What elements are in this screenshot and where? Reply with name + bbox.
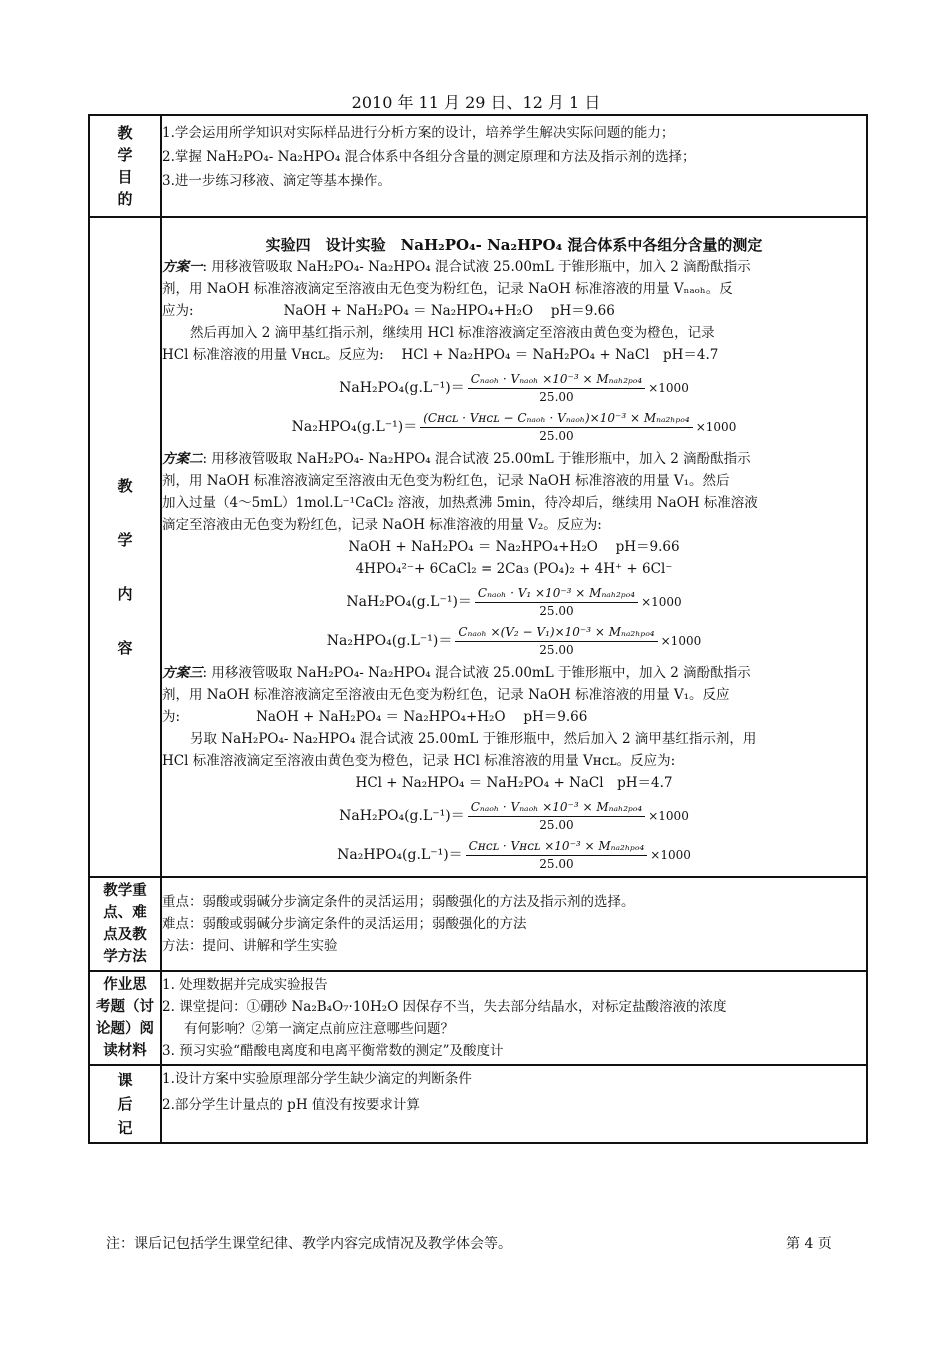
plan3-line: 为: NaOH + NaH₂PO₄ ＝ Na₂HPO₄+H₂O pH＝9.66 — [162, 709, 588, 725]
label-char: 学 — [117, 531, 133, 549]
plan3-title: 方案三 — [162, 665, 203, 681]
reflection-item: 1.设计方案中实验原理部分学生缺少滴定的判断条件 — [162, 1071, 472, 1087]
content-body — [161, 217, 867, 877]
objective-item: 2.掌握 NaH₂PO₄- Na₂HPO₄ 混合体系中各组分含量的测定原理和方法及指示剂的选择； — [162, 149, 696, 165]
label-line: 教学重 — [103, 882, 147, 899]
plan1-line: 然后再加入 2 滴甲基红指示剂，继续用 HCl 标准溶液滴定至溶液由黄色变为橙色，记录 — [190, 325, 715, 341]
plan1-line: HCl 标准溶液的用量 Vʜᴄʟ。反应为: HCl + Na₂HPO₄ ＝ NaH₂PO₄ + NaCl pH＝4.7 — [162, 347, 719, 363]
keypoint-item: 难点：弱酸或弱碱分步滴定条件的灵活运用；弱酸强化的方法 — [162, 916, 527, 932]
content-row — [89, 217, 867, 877]
objectives-content — [161, 115, 867, 217]
homework-item: 有何影响？②第一滴定点前应注意哪些问题？ — [184, 1021, 454, 1037]
plan3-line: 剂，用 NaOH 标准溶液滴定至溶液由无色变为粉红色，记录 NaOH 标准溶液的用量 V₁。反应 — [162, 687, 730, 703]
content-label — [89, 217, 161, 877]
plan2-line: 剂，用 NaOH 标准溶液滴定至溶液由无色变为粉红色，记录 NaOH 标准溶液的用量 V₁。然后 — [162, 473, 730, 489]
label-char: 内 — [117, 585, 133, 603]
label-line: 点、难 — [103, 904, 147, 921]
keypoint-item: 重点：弱酸或弱碱分步滴定条件的灵活运用；弱酸强化的方法及指示剂的选择。 — [162, 894, 635, 910]
plan1-formula-1: NaH₂PO₄(g.L⁻¹)＝ $\frac{\text{Cₙₐₒₕ · Vₙₐₒₕ ×10⁻³ × Mₙₐₕ₂ₚₒ₄}}{25.00}$ ×1000 — [339, 372, 689, 404]
label-char: 学 — [117, 146, 133, 164]
keypoints-label — [89, 877, 161, 971]
plan2-line: 方案二: 用移液管吸取 NaH₂PO₄- Na₂HPO₄ 混合试液 25.00mL 于锥形瓶中，加入 2 滴酚酞指示 — [162, 451, 751, 467]
homework-label — [89, 971, 161, 1065]
homework-item: 3. 预习实验“醋酸电离度和电离平衡常数的测定”及酸度计 — [162, 1043, 504, 1059]
homework-item: 2. 课堂提问：①硼砂 Na₂B₄O₇·10H₂O 因保存不当，失去部分结晶水，对标定盐酸溶液的浓度 — [162, 999, 727, 1015]
plan2-formula-1: NaH₂PO₄(g.L⁻¹)＝ $\frac{\text{Cₙₐₒₕ · V₁ ×10⁻³ × Mₙₐₕ₂ₚₒ₄}}{25.00}$ ×1000 — [346, 586, 682, 618]
objective-item: 1.学会运用所学知识对实际样品进行分析方案的设计，培养学生解决实际问题的能力； — [162, 125, 675, 141]
plan3-line: HCl 标准溶液滴定至溶液由黄色变为橙色，记录 HCl 标准溶液的用量 Vʜᴄʟ。反应为: — [162, 753, 676, 769]
lesson-date: 2010 年 11 月 29 日、12 月 1 日 — [351, 93, 601, 112]
plan3-line: 另取 NaH₂PO₄- Na₂HPO₄ 混合试液 25.00mL 于锥形瓶中，然后加入 2 滴甲基红指示剂，用 — [190, 731, 757, 747]
objectives-label — [89, 115, 161, 217]
label-line: 论题）阅 — [96, 1020, 154, 1037]
keypoints-content — [161, 877, 867, 971]
reflection-item: 2.部分学生计量点的 pH 值没有按要求计算 — [162, 1097, 420, 1113]
experiment-heading: 实验四 设计实验 NaH₂PO₄- Na₂HPO₄ 混合体系中各组分含量的测定 — [265, 236, 763, 254]
label-char: 目 — [117, 168, 133, 186]
homework-row — [89, 971, 867, 1065]
label-char: 容 — [117, 639, 133, 657]
label-line: 考题（讨 — [96, 998, 154, 1015]
label-char: 后 — [117, 1095, 133, 1113]
plan2-reaction: 4HPO₄²⁻+ 6CaCl₂ = 2Ca₃ (PO₄)₂ + 4H⁺ + 6Cl⁻ — [355, 561, 673, 577]
label-line: 点及教 — [103, 926, 147, 943]
plan1-title: 方案一 — [162, 259, 203, 275]
label-line: 学方法 — [103, 948, 147, 965]
plan3-line: 方案三: 用移液管吸取 NaH₂PO₄- Na₂HPO₄ 混合试液 25.00mL 于锥形瓶中，加入 2 滴酚酞指示 — [162, 665, 751, 681]
plan3-reaction: HCl + Na₂HPO₄ ＝ NaH₂PO₄ + NaCl pH＝4.7 — [355, 775, 673, 791]
reflection-row — [89, 1065, 867, 1143]
plan1-line: 方案一: 用移液管吸取 NaH₂PO₄- Na₂HPO₄ 混合试液 25.00mL 于锥形瓶中，加入 2 滴酚酞指示 — [162, 259, 751, 275]
reflection-content — [161, 1065, 867, 1143]
keypoints-row — [89, 877, 867, 971]
reflection-label — [89, 1065, 161, 1143]
label-char: 教 — [117, 477, 133, 495]
plan1-formula-2: Na₂HPO₄(g.L⁻¹)＝ $\frac{\text{(Cʜᴄʟ · Vʜᴄʟ − Cₙₐₒₕ · Vₙₐₒₕ)×10⁻³ × Mₙₐ₂ₕₚₒ₄}}{25.00}$ ×1000 — [291, 411, 737, 443]
keypoint-item: 方法：提问、讲解和学生实验 — [162, 938, 338, 954]
plan2-line: 滴定至溶液由无色变为粉红色，记录 NaOH 标准溶液的用量 V₂。反应为: — [162, 517, 602, 533]
label-char: 课 — [117, 1071, 133, 1089]
homework-item: 1. 处理数据并完成实验报告 — [162, 977, 328, 993]
plan1-line: 应为: NaOH + NaH₂PO₄ ＝ Na₂HPO₄+H₂O pH＝9.66 — [162, 303, 615, 319]
plan2-formula-2: Na₂HPO₄(g.L⁻¹)＝ $\frac{\text{Cₙₐₒₕ ×(V₂ − V₁)×10⁻³ × Mₙₐ₂ₕₚₒ₄}}{25.00}$ ×1000 — [326, 625, 702, 657]
footnote: 注：课后记包括学生课堂纪律、教学内容完成情况及教学体会等。 — [106, 1236, 512, 1252]
objective-item: 3.进一步练习移液、滴定等基本操作。 — [162, 173, 391, 189]
plan2-title: 方案二 — [162, 451, 203, 467]
plan2-reaction: NaOH + NaH₂PO₄ ＝ Na₂HPO₄+H₂O pH＝9.66 — [348, 539, 680, 555]
plan2-line: 加入过量（4～5mL）1mol.L⁻¹CaCl₂ 溶液，加热煮沸 5min，待冷却后，继续用 NaOH 标准溶液 — [162, 495, 758, 511]
objectives-row — [89, 115, 867, 217]
label-char: 记 — [117, 1119, 133, 1137]
homework-content — [161, 971, 867, 1065]
plan1-line: 剂，用 NaOH 标准溶液滴定至溶液由无色变为粉红色，记录 NaOH 标准溶液的用量 Vₙₐₒₕ。反 — [162, 281, 733, 297]
label-char: 教 — [117, 124, 133, 142]
page-number: 第 4 页 — [786, 1236, 832, 1252]
label-char: 的 — [117, 190, 133, 208]
label-line: 读材料 — [103, 1042, 147, 1059]
lesson-plan-table — [88, 114, 868, 1144]
plan3-formula-2: Na₂HPO₄(g.L⁻¹)＝ $\frac{\text{Cʜᴄʟ · Vʜᴄʟ ×10⁻³ × Mₙₐ₂ₕₚₒ₄}}{25.00}$ ×1000 — [337, 839, 691, 871]
label-line: 作业思 — [103, 976, 147, 993]
plan3-formula-1: NaH₂PO₄(g.L⁻¹)＝ $\frac{\text{Cₙₐₒₕ · Vₙₐₒₕ ×10⁻³ × Mₙₐₕ₂ₚₒ₄}}{25.00}$ ×1000 — [339, 800, 689, 832]
